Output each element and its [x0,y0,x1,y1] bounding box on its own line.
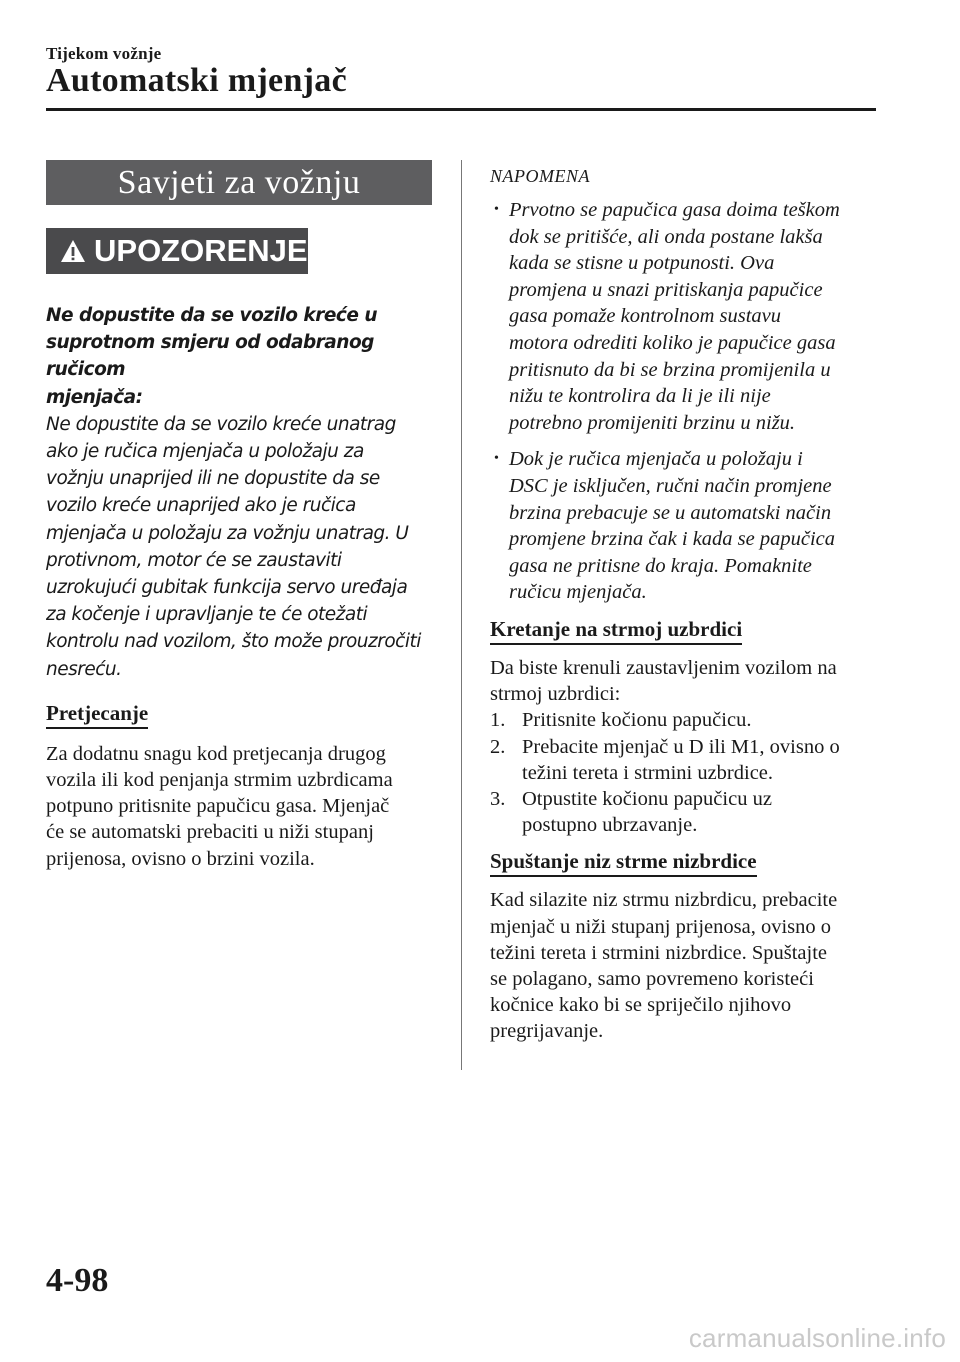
note-line: dok se pritišće, ali onda postane lakša [509,225,823,248]
paragraph-line: prijenosa, ovisno o brzini vozila. [46,847,315,870]
step-line: Prebacite mjenjač u D ili M1, ovisno o [522,735,840,758]
note-line: DSC je isključen, ručni način promjene [509,474,832,497]
note-line: promjene brzina čak i kada se papučica [509,528,836,551]
warning-label: UPOZORENJE [94,233,308,268]
note-line: • Prvotno se papučica gasa doima teškom [509,199,840,221]
warning-body-line: uzrokujući gubitak funkcija servo uređaja [46,577,408,599]
downhill-paragraph [490,887,880,1044]
paragraph-line: Kad silazite niz strmu nizbrdicu, prebacite [490,889,838,912]
paragraph-line: vozila ili kod penjanja strmim uzbrdicama [46,769,393,792]
warning-body-line: vožnju unaprijed ili ne dopustite da se [46,468,380,490]
step-item [490,734,880,786]
warning-title-line: suprotnom smjeru od odabranog ručicom [46,332,374,381]
column-divider [461,160,462,1070]
warning-body-line: protivnom, motor će se zaustaviti [46,549,342,571]
step-text [522,786,772,838]
note-line: motora odrediti koliko je papučice gasa [509,331,836,354]
downhill-heading: Spuštanje niz strme nizbrdice [490,848,757,877]
paragraph-line: potpuno pritisnite papučicu gasa. Mjenjač [46,795,390,818]
step-text [522,734,840,786]
step-line: težini tereta i strmini uzbrdice. [522,761,774,784]
watermark: carmanualsonline.info [688,1323,946,1353]
warning-badge [46,228,308,274]
step-line: Otpustite kočionu papučicu uz [522,787,772,810]
paragraph-line: Za dodatnu snagu kod pretjecanja drugog [46,742,386,765]
step-number: 1. [490,709,506,732]
chapter-label: Tijekom vožnje [46,44,162,63]
note-line: ručicu mjenjača. [509,581,647,604]
step-line: postupno ubrzavanje. [522,814,698,837]
right-column [490,160,880,1045]
overtaking-heading: Pretjecanje [46,700,148,729]
note-line: gasa pomaže kontrolnom sustavu [509,305,781,328]
warning-triangle-icon [60,239,86,263]
section-banner: Savjeti za vožnju [46,160,432,205]
paragraph-line: kočnice kako bi se spriječilo njihovo [490,994,792,1017]
note-line: pritisnuto da bi se brzina promijenila u [509,358,831,381]
uphill-paragraph [490,655,880,707]
step-text [522,707,751,733]
uphill-steps [490,707,880,838]
note-line: potrebno promijeniti brzinu u nižu. [509,411,796,434]
page-number: 4-98 [46,1262,109,1299]
paragraph-line: će se automatski prebaciti u niži stupanj [46,821,374,844]
warning-body-line: ako je ručica mjenjača u položaju za [46,441,364,463]
note-line: gasa ne pritisne do kraja. Pomaknite [509,554,812,577]
note-line: promjena u snazi pritiskanja papučice [509,278,823,301]
warning-title-line: mjenjača: [46,386,143,408]
paragraph-line: Da biste krenuli zaustavljenim vozilom na [490,656,837,679]
warning-body-line: vozilo kreće unaprijed ako je ručica [46,495,356,517]
paragraph-line: mjenjač u niži stupanj prijenosa, ovisno o [490,915,832,938]
warning-body-line: nesreću. [46,658,122,680]
uphill-heading: Kretanje na strmoj uzbrdici [490,616,742,645]
step-number: 3. [490,787,506,810]
paragraph-line: pregrijavanje. [490,1020,604,1043]
step-item [490,707,880,733]
warning-text [46,302,432,683]
note-line: • Dok je ručica mjenjača u položaju i [509,448,803,471]
paragraph-line: težini tereta i strmini nizbrdice. Spuštajte [490,941,828,964]
note-line: brzina prebacuje se u automatski način [509,501,832,524]
step-item [490,786,880,838]
note-item [490,446,880,606]
warning-body-line: za kočenje i upravljanje te će otežati [46,604,368,626]
overtaking-paragraph [46,741,432,872]
note-item [490,197,880,436]
note-line: kada se stisne u potpunosti. Ova [509,252,775,275]
step-number: 2. [490,735,506,758]
note-title: NAPOMENA [490,166,590,186]
header-rule [46,108,876,111]
step-line: Pritisnite kočionu papučicu. [522,709,752,732]
warning-title-line: Ne dopustite da se vozilo kreće u [46,305,377,326]
note-list [490,197,880,606]
warning-body-line: kontrolu nad vozilom, što može prouzročiti [46,631,421,653]
page-title: Automatski mjenjač [46,62,347,99]
warning-body-line: Ne dopustite da se vozilo kreće unatrag [46,413,396,435]
left-column [46,160,432,872]
paragraph-line: strmoj uzbrdici: [490,683,621,706]
paragraph-line: se polagano, samo povremeno koristeći [490,967,814,990]
warning-body-line: mjenjača u položaju za vožnju unatrag. U [46,522,409,544]
note-line: nižu te kontrolira da li je ili nije [509,385,771,408]
